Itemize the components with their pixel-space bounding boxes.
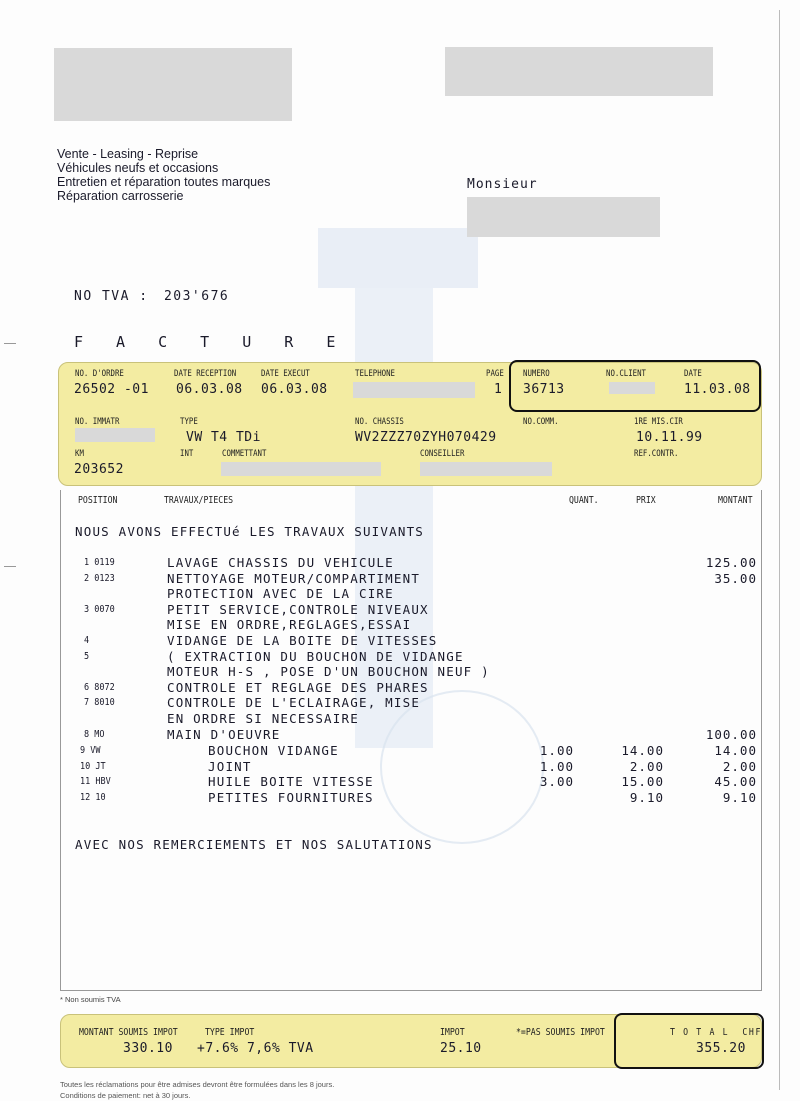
redacted-client-number: [609, 382, 655, 394]
service-line: Véhicules neufs et occasions: [57, 161, 219, 175]
montant-soumis: 330.10: [123, 1041, 173, 1056]
recipient-salutation: Monsieur: [467, 177, 538, 192]
date-execut: 06.03.08: [261, 382, 328, 397]
impot-amount: 25.10: [440, 1041, 482, 1056]
footer-reclamations: Toutes les réclamations pour être admises devront être formulées dans les 8 jours.: [60, 1080, 335, 1089]
vehicle-type: VW T4 TDi: [186, 430, 261, 445]
montant-soumis-label: MONTANT SOUMIS IMPOT: [79, 1027, 178, 1038]
col-position-header: POSITION: [78, 495, 118, 506]
item-description: CONTROLE DE L'ECLAIRAGE, MISE: [167, 695, 421, 711]
service-line: Réparation carrosserie: [57, 189, 184, 203]
date-execut-label: DATE EXECUT: [261, 369, 310, 379]
item-description: HUILE BOITE VITESSE: [208, 774, 374, 790]
service-line: Entretien et réparation toutes marques: [57, 175, 271, 189]
mis-cir-label: 1RE MIS.CIR: [634, 417, 683, 427]
total-label: T O T A L CHF: [670, 1027, 763, 1038]
tva-label: NO TVA :: [74, 289, 149, 304]
page-label: PAGE: [486, 369, 504, 379]
document-title: F A C T U R E: [74, 333, 348, 351]
conseiller-label: CONSEILLER: [420, 449, 465, 459]
no-client-label: NO.CLIENT: [606, 369, 647, 379]
col-prix-header: PRIX: [636, 495, 656, 506]
item-position: 10 JT: [80, 760, 106, 772]
redacted-company-header: [445, 47, 713, 96]
footer-payment-terms: Conditions de paiement: net à 30 jours.: [60, 1091, 191, 1100]
redacted-telephone: [353, 382, 475, 398]
ref-contr-label: REF.CONTR.: [634, 449, 679, 459]
fold-mark-2: [4, 566, 16, 567]
page-edge-right: [779, 10, 780, 1090]
item-description: EN ORDRE SI NECESSAIRE: [167, 711, 359, 726]
item-price: 9.10: [629, 790, 664, 805]
int-label: INT: [180, 449, 194, 459]
item-description: PETITES FOURNITURES: [208, 790, 374, 805]
mis-cir-date: 10.11.99: [636, 430, 703, 445]
item-position: 3 0070: [84, 603, 115, 615]
col-travaux-header: TRAVAUX/PIECES: [164, 495, 234, 506]
item-amount: 2.00: [722, 758, 757, 774]
redacted-conseiller: [420, 462, 552, 476]
item-position: 5: [84, 650, 90, 662]
chassis-number: WV2ZZZ70ZYH070429: [355, 430, 497, 445]
item-description: ( EXTRACTION DU BOUCHON DE VIDANGE: [167, 648, 464, 664]
item-position: 9 VW: [80, 745, 101, 757]
no-immatr-label: NO. IMMATR: [75, 417, 120, 427]
item-position: 2 0123: [84, 572, 115, 584]
footnote-non-soumis: * Non soumis TVA: [60, 995, 121, 1004]
invoice-date: 11.03.08: [684, 382, 751, 397]
redacted-recipient-name: [467, 197, 660, 237]
redacted-plate: [75, 428, 155, 442]
fold-mark-1: [4, 343, 16, 344]
item-description: MOTEUR H-S , POSE D'UN BOUCHON NEUF ): [167, 664, 490, 680]
items-frame: [60, 490, 762, 991]
item-amount: 100.00: [705, 726, 757, 742]
item-position: 12 10: [80, 792, 106, 803]
item-position: 8 MO: [84, 728, 105, 740]
items-intro: NOUS AVONS EFFECTUé LES TRAVAUX SUIVANTS: [75, 524, 425, 539]
closing-text: AVEC NOS REMERCIEMENTS ET NOS SALUTATIONS: [75, 837, 433, 852]
item-price: 15.00: [621, 774, 664, 790]
item-amount: 125.00: [705, 555, 757, 570]
date-reception-label: DATE RECEPTION: [174, 369, 237, 379]
item-position: 6 8072: [84, 681, 115, 693]
page-number: 1: [494, 382, 503, 397]
item-position: 7 8010: [84, 697, 115, 709]
item-description: NETTOYAGE MOTEUR/COMPARTIMENT: [167, 570, 421, 586]
tva-number: [74, 289, 229, 304]
km-label: KM: [75, 449, 84, 459]
watermark-logo-top: [318, 228, 478, 288]
item-description: MISE EN ORDRE,REGLAGES,ESSAI: [167, 617, 412, 633]
item-quantity: 3.00: [539, 774, 574, 790]
item-amount: 14.00: [714, 743, 757, 759]
item-description: PROTECTION AVEC DE LA CIRE: [167, 586, 394, 602]
impot-label: IMPOT: [440, 1027, 465, 1038]
item-position: 11 HBV: [80, 776, 111, 788]
item-amount: 9.10: [722, 790, 757, 805]
type-label: TYPE: [180, 417, 198, 427]
redacted-commettant: [221, 462, 381, 476]
item-description: BOUCHON VIDANGE: [208, 743, 339, 759]
numero: 36713: [523, 382, 565, 397]
no-chassis-label: NO. CHASSIS: [355, 417, 404, 427]
total-amount: 355.20: [696, 1041, 746, 1056]
item-description: JOINT: [208, 758, 252, 774]
km-value: 203652: [74, 462, 124, 477]
item-amount: 45.00: [714, 774, 757, 790]
tva-value: 203'676: [163, 289, 230, 304]
commettant-label: COMMETTANT: [222, 449, 267, 459]
date-reception: 06.03.08: [176, 382, 243, 397]
item-description: VIDANGE DE LA BOITE DE VITESSES: [167, 633, 438, 648]
company-services: [57, 147, 270, 203]
no-ordre: 26502 -01: [74, 382, 149, 397]
col-montant-header: MONTANT: [718, 495, 753, 506]
numero-label: NUMERO: [523, 369, 550, 379]
item-description: PETIT SERVICE,CONTROLE NIVEAUX: [167, 601, 429, 617]
pas-soumis-label: *=PAS SOUMIS IMPOT: [516, 1027, 605, 1038]
item-quantity: 1.00: [539, 758, 574, 774]
item-price: 14.00: [621, 743, 664, 759]
item-description: CONTROLE ET REGLAGE DES PHARES: [167, 679, 429, 695]
no-ordre-label: NO. D'ORDRE: [75, 369, 124, 379]
no-comm-label: NO.COMM.: [523, 417, 559, 427]
item-price: 2.00: [629, 758, 664, 774]
col-quant-header: QUANT.: [569, 495, 599, 506]
item-position: 1 0119: [84, 557, 115, 568]
date-label: DATE: [684, 369, 702, 379]
type-impot-label: TYPE IMPOT: [205, 1027, 255, 1038]
item-position: 4: [84, 635, 90, 646]
telephone-label: TELEPHONE: [355, 369, 396, 379]
item-description: MAIN D'OEUVRE: [167, 726, 281, 742]
item-amount: 35.00: [714, 570, 757, 586]
item-quantity: 1.00: [539, 743, 574, 759]
service-line: Vente - Leasing - Reprise: [57, 147, 199, 161]
type-impot: +7.6% 7,6% TVA: [197, 1041, 314, 1056]
redacted-company-logo: [54, 48, 292, 121]
item-description: LAVAGE CHASSIS DU VEHICULE: [167, 555, 394, 570]
